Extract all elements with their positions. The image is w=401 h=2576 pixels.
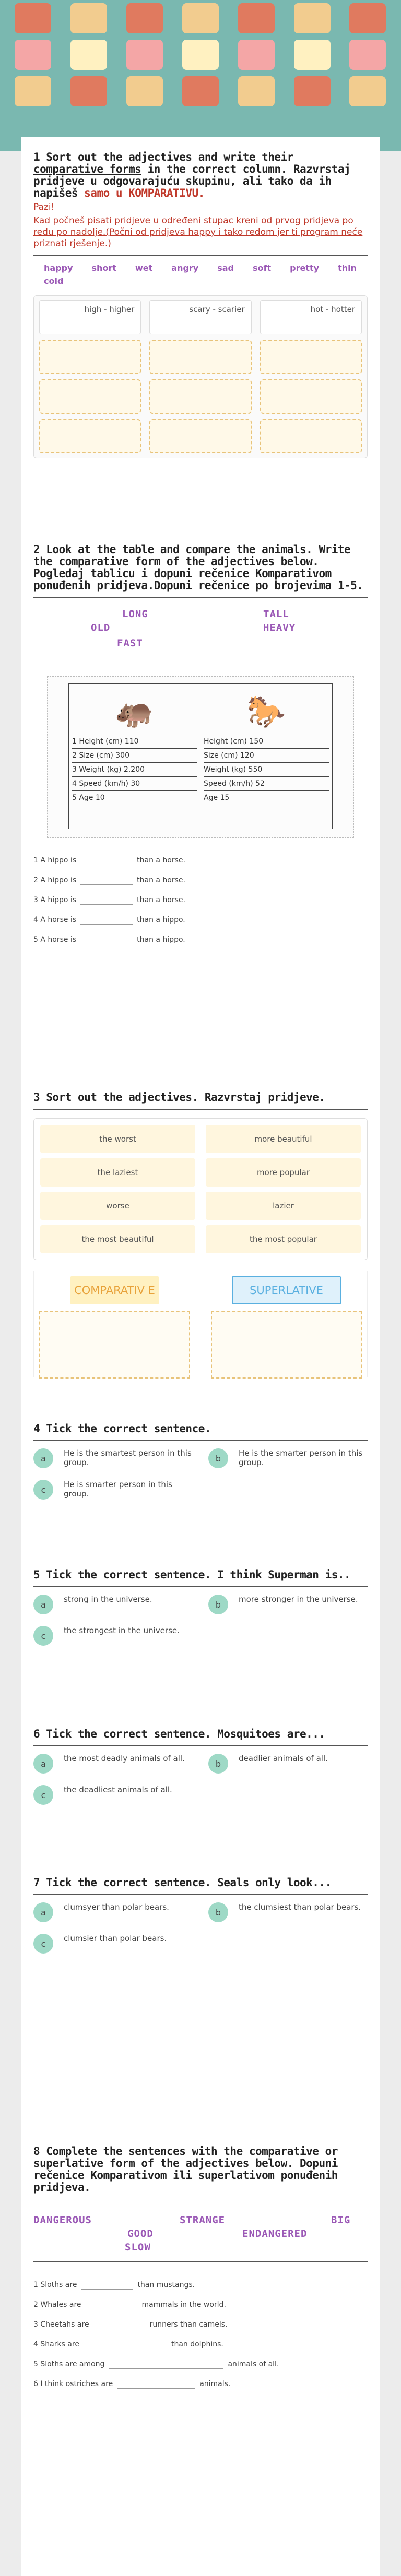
word-cloud <box>33 608 368 666</box>
table-cell: 1 Height (cm) 110 <box>72 735 197 749</box>
word-tall: TALL <box>263 608 289 620</box>
draggable-word[interactable]: sad <box>217 263 234 273</box>
section-2 <box>33 544 368 950</box>
table-cell: 4 Speed (km/h) 30 <box>72 777 197 791</box>
draggable-option[interactable]: more popular <box>206 1158 361 1187</box>
choice-c[interactable]: c clumsier than polar bears. <box>33 1934 193 1954</box>
pattern-tile <box>182 76 219 106</box>
pattern-tile <box>294 3 331 33</box>
sentence-row: 1 Sloths are than mustangs. <box>33 2281 195 2289</box>
word-dangerous: DANGEROUS <box>33 2214 92 2226</box>
draggable-option[interactable]: the worst <box>40 1125 195 1153</box>
draggable-word[interactable]: thin <box>338 263 357 273</box>
section-7-title: 7 Tick the correct sentence. Seals only look... <box>33 1876 332 1889</box>
sorting-area <box>33 295 368 458</box>
section-4-title: 4 Tick the correct sentence. <box>33 1422 211 1435</box>
draggable-option[interactable]: the laziest <box>40 1158 195 1187</box>
choice-a[interactable]: a the most deadly animals of all. <box>33 1754 193 1774</box>
fill-in-list <box>33 2275 368 2394</box>
choice-b[interactable]: b deadlier animals of all. <box>208 1754 368 1774</box>
word-heavy: HEAVY <box>263 622 296 633</box>
draggable-word[interactable]: pretty <box>290 263 320 273</box>
choice-a[interactable]: a He is the smartest person in this group. <box>33 1448 193 1468</box>
option-b-badge[interactable]: b <box>208 1754 228 1774</box>
option-a-badge[interactable]: a <box>33 1754 53 1774</box>
column-header: high - higher <box>39 300 141 334</box>
option-c-badge[interactable]: c <box>33 1934 53 1954</box>
horse-icon: 🐎 <box>246 693 286 730</box>
superlative-drop-zone[interactable] <box>211 1311 362 1379</box>
pattern-tile <box>15 76 51 106</box>
section-5 <box>33 1569 368 1646</box>
answer-input[interactable] <box>117 2379 195 2389</box>
pattern-tile <box>349 3 386 33</box>
word-old: OLD <box>91 622 111 633</box>
answer-input[interactable] <box>80 876 133 885</box>
divider <box>33 1109 368 1110</box>
divider <box>33 255 368 256</box>
pattern-tile <box>238 3 275 33</box>
draggable-option[interactable]: the most beautiful <box>40 1225 195 1253</box>
word-bank <box>33 263 368 286</box>
category-area <box>33 1271 368 1377</box>
draggable-option[interactable]: more beautiful <box>206 1125 361 1153</box>
table-cell: 5 Age 10 <box>72 794 105 802</box>
animal-table-image <box>47 676 354 838</box>
draggable-option[interactable]: the most popular <box>206 1225 361 1253</box>
sentence-row: 2 Whales are mammals in the world. <box>33 2301 226 2309</box>
sentence-row: 4 A horse is than a hippo. <box>33 916 185 924</box>
choice-list <box>33 1902 368 1954</box>
drop-zone[interactable] <box>260 379 362 414</box>
choice-list <box>33 1754 368 1805</box>
section-3-title: 3 Sort out the adjectives. Razvrstaj pridjeve. <box>33 1091 325 1104</box>
pattern-tile <box>126 40 163 70</box>
table-cell: Speed (km/h) 52 <box>204 777 329 791</box>
word-fast: FAST <box>117 638 143 649</box>
drop-zone[interactable] <box>149 379 251 414</box>
hippo-icon: 🦛 <box>115 693 154 730</box>
word-long: LONG <box>122 608 148 620</box>
drop-zone[interactable] <box>39 419 141 453</box>
superlative-category <box>211 1276 362 1379</box>
answer-input[interactable] <box>86 2300 138 2309</box>
section-3 <box>33 1092 368 1377</box>
header-banner <box>0 0 401 151</box>
section-1 <box>33 151 368 458</box>
divider <box>33 1586 368 1587</box>
table-cell: 3 Weight (kg) 2,200 <box>72 763 197 777</box>
column-header: hot - hotter <box>260 300 362 334</box>
word-slow: SLOW <box>125 2242 151 2253</box>
divider <box>33 597 368 598</box>
word-cloud <box>33 2214 368 2272</box>
option-b-badge[interactable]: b <box>208 1595 228 1614</box>
drop-zone[interactable] <box>260 340 362 374</box>
choice-list <box>33 1595 368 1646</box>
sentence-row: 5 Sloths are among animals of all. <box>33 2360 279 2368</box>
draggable-option[interactable]: worse <box>40 1192 195 1220</box>
sentence-row: 5 A horse is than a hippo. <box>33 936 185 944</box>
draggable-word[interactable]: wet <box>135 263 153 273</box>
option-a-badge[interactable]: a <box>33 1595 53 1614</box>
option-b-badge[interactable]: b <box>208 1902 228 1922</box>
drop-zone[interactable] <box>39 379 141 414</box>
draggable-word[interactable]: angry <box>171 263 199 273</box>
pattern-tile <box>15 3 51 33</box>
sentence-row: 6 I think ostriches are animals. <box>33 2380 231 2388</box>
table-cell: Height (cm) 150 <box>204 735 329 749</box>
sentence-row: 1 A hippo is than a horse. <box>33 856 185 865</box>
choice-b[interactable]: b the clumsiest than polar bears. <box>208 1902 368 1922</box>
section-7 <box>33 1877 368 1954</box>
column-header: scary - scarier <box>149 300 251 334</box>
choice-a[interactable]: a clumsyer than polar bears. <box>33 1902 193 1922</box>
horse-column <box>200 684 332 829</box>
comparative-drop-zone[interactable] <box>39 1311 190 1379</box>
option-c-badge[interactable]: c <box>33 1785 53 1805</box>
comparative-category <box>39 1276 190 1379</box>
option-b-badge[interactable]: b <box>208 1448 228 1468</box>
fill-in-list <box>33 850 368 950</box>
pattern-tile <box>349 76 386 106</box>
answer-input[interactable] <box>84 2340 167 2349</box>
pattern-tile <box>238 76 275 106</box>
sentence-row: 3 A hippo is than a horse. <box>33 896 185 904</box>
sentence-row: 3 Cheetahs are runners than camels. <box>33 2320 228 2329</box>
drop-zone[interactable] <box>260 419 362 453</box>
section-1-title: 1 Sort out the adjectives and write their comparative forms in the correct column. Razvrstaj pridjeve u odgovarajuću skupinu, ali tako da ih napišeš samo u KOMPARATIVU. <box>33 151 351 199</box>
table-cell: Size (cm) 120 <box>204 749 329 763</box>
word-good: GOOD <box>127 2228 154 2239</box>
drop-zone[interactable] <box>39 340 141 374</box>
draggable-word[interactable]: happy <box>44 263 73 273</box>
word-strange: STRANGE <box>180 2214 226 2226</box>
section-8-title: 8 Complete the sentences with the comparative or superlative form of the adjectives below. Dopuni rečenice Komparativom ili superlativom ponuđenih pridjeva. <box>33 2145 338 2194</box>
pattern-tile <box>349 40 386 70</box>
choice-list <box>33 1448 368 1500</box>
draggable-word[interactable]: cold <box>44 276 64 286</box>
pattern-tile <box>294 76 331 106</box>
choice-b[interactable]: b He is the smarter person in this group. <box>208 1448 368 1468</box>
option-a-badge[interactable]: a <box>33 1902 53 1922</box>
pattern-tile <box>70 3 107 33</box>
section-6-title: 6 Tick the correct sentence. Mosquitoes are... <box>33 1728 325 1740</box>
answer-input[interactable] <box>80 915 133 925</box>
divider <box>33 1440 368 1441</box>
draggable-word[interactable]: short <box>91 263 116 273</box>
answer-input[interactable] <box>80 895 133 905</box>
drop-zone[interactable] <box>149 419 251 453</box>
pattern-tile <box>238 40 275 70</box>
comparative-label: COMPARATIV E <box>70 1276 159 1304</box>
sentence-row: 4 Sharks are than dolphins. <box>33 2340 223 2349</box>
answer-input[interactable] <box>80 935 133 944</box>
worksheet-page <box>21 137 380 2576</box>
choice-c[interactable]: c He is smarter person in this group. <box>33 1480 193 1500</box>
pattern-tile <box>70 76 107 106</box>
options-area <box>33 1118 368 1260</box>
pattern-tile <box>182 40 219 70</box>
pattern-tile <box>126 76 163 106</box>
answer-input[interactable] <box>93 2320 146 2329</box>
pattern-tile <box>126 3 163 33</box>
pattern-tile <box>182 3 219 33</box>
superlative-label: SUPERLATIVE <box>232 1276 341 1304</box>
pattern-tile <box>70 40 107 70</box>
hippo-column <box>69 684 200 829</box>
draggable-word[interactable]: soft <box>253 263 272 273</box>
table-cell: Weight (kg) 550 <box>204 763 329 777</box>
section-4 <box>33 1423 368 1500</box>
word-endangered: ENDANGERED <box>242 2228 308 2239</box>
table-cell: 2 Size (cm) 300 <box>72 749 197 763</box>
choice-b[interactable]: b more stronger in the universe. <box>208 1595 368 1614</box>
answer-input[interactable] <box>80 856 133 865</box>
sentence-row: 2 A hippo is than a horse. <box>33 876 185 884</box>
warning-label: Pazi! <box>33 202 55 212</box>
choice-c[interactable]: c the strongest in the universe. <box>33 1626 193 1646</box>
word-big: BIG <box>331 2214 351 2226</box>
section-5-title: 5 Tick the correct sentence. I think Superman is.. <box>33 1568 351 1581</box>
instruction-note: Kad počneš pisati pridjeve u određeni stupac kreni od prvog pridjeva po redu po nadolje.(Počni od pridjeva happy i tako redom jer ti program neće priznati rješenje.) <box>33 215 363 249</box>
drop-zone[interactable] <box>149 340 251 374</box>
table-cell: Age 15 <box>204 794 230 802</box>
pattern-tile <box>294 40 331 70</box>
pattern-tile <box>15 40 51 70</box>
option-a-badge[interactable]: a <box>33 1448 53 1468</box>
animal-table <box>68 683 333 829</box>
choice-c[interactable]: c the deadliest animals of all. <box>33 1785 193 1805</box>
choice-a[interactable]: a strong in the universe. <box>33 1595 193 1614</box>
draggable-option[interactable]: lazier <box>206 1192 361 1220</box>
answer-input[interactable] <box>81 2280 133 2290</box>
section-2-title: 2 Look at the table and compare the animals. Write the comparative form of the adjectives below. Pogledaj tablicu i dopuni rečenice Komparativom ponuđenih pridjeva.Dopuni rečenice po brojevima 1-5. <box>33 543 363 592</box>
divider <box>33 1894 368 1895</box>
section-6 <box>33 1728 368 1805</box>
divider <box>33 1745 368 1746</box>
option-c-badge[interactable]: c <box>33 1480 53 1500</box>
section-8 <box>33 2146 368 2394</box>
answer-input[interactable] <box>109 2359 223 2369</box>
option-c-badge[interactable]: c <box>33 1626 53 1646</box>
